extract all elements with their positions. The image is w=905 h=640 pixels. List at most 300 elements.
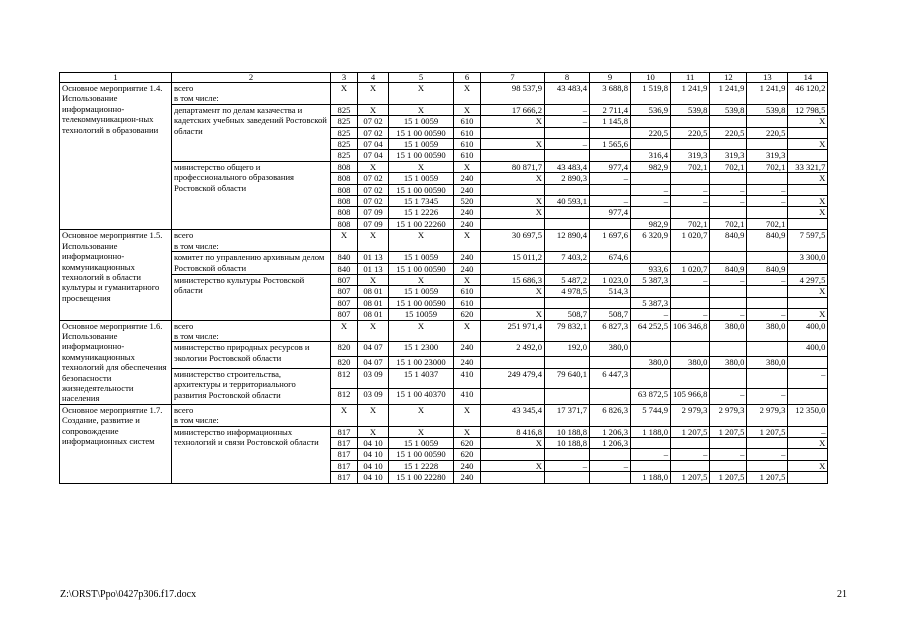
column-number: 3 [331, 73, 358, 83]
cell-c4: X [358, 230, 389, 252]
cell-c4: 01 13 [358, 263, 389, 274]
cell-c14 [788, 297, 828, 308]
cell-c5: 15 1 2226 [389, 207, 454, 218]
cell-c13: 702,1 [747, 161, 788, 172]
executor-name: комитет по управлению архивным делом Ростовской области [172, 252, 331, 275]
cell-c7: X [481, 196, 545, 207]
cell-c14: 46 120,2 [788, 83, 828, 105]
total-label [172, 404, 331, 426]
cell-c6: 610 [454, 297, 481, 308]
cell-c4: 08 01 [358, 309, 389, 320]
cell-c3: 825 [331, 127, 358, 138]
cell-c7: X [481, 438, 545, 449]
cell-c14: 33 321,7 [788, 161, 828, 172]
cell-c3: X [331, 83, 358, 105]
cell-c13: 2 979,3 [747, 404, 788, 426]
cell-c6: X [454, 104, 481, 115]
cell-c6: 610 [454, 286, 481, 297]
cell-c9 [590, 297, 631, 308]
cell-c7: 251 971,4 [481, 320, 545, 342]
cell-c10 [631, 342, 671, 357]
cell-c12: – [710, 449, 747, 460]
cell-c14 [788, 449, 828, 460]
cell-c12: – [710, 184, 747, 195]
footer-file-path: Z:\ORST\Ppo\0427p306.f17.docx [60, 589, 197, 600]
cell-c13: 702,1 [747, 218, 788, 229]
cell-c10: 64 252,5 [631, 320, 671, 342]
header-row [60, 73, 828, 83]
cell-c9: 674,6 [590, 252, 631, 263]
cell-c11: 1 241,9 [671, 83, 710, 105]
cell-c12: 840,9 [710, 263, 747, 274]
cell-c3: X [331, 404, 358, 426]
cell-c3: 825 [331, 116, 358, 127]
cell-c12 [710, 139, 747, 150]
cell-c7: 17 666,2 [481, 104, 545, 115]
cell-c9: 1 206,3 [590, 426, 631, 437]
cell-c11 [671, 342, 710, 357]
cell-c8: 79 640,1 [545, 368, 590, 388]
cell-c6: X [454, 230, 481, 252]
cell-c7: 8 416,8 [481, 426, 545, 437]
cell-c7 [481, 388, 545, 404]
column-number: 14 [788, 73, 828, 83]
total-label-text: всего [174, 320, 194, 331]
cell-c9 [590, 263, 631, 274]
cell-c11 [671, 252, 710, 263]
cell-c8 [545, 263, 590, 274]
cell-c3: 840 [331, 263, 358, 274]
column-number: 6 [454, 73, 481, 83]
cell-c10: 933,6 [631, 263, 671, 274]
cell-c11: 105 966,8 [671, 388, 710, 404]
cell-c11: – [671, 274, 710, 285]
cell-c11: 380,0 [671, 357, 710, 368]
cell-c6: 240 [454, 357, 481, 368]
cell-c12 [710, 252, 747, 263]
cell-c10 [631, 139, 671, 150]
cell-c10 [631, 368, 671, 388]
cell-c10 [631, 438, 671, 449]
cell-c13 [747, 297, 788, 308]
cell-c9: 1 565,6 [590, 139, 631, 150]
cell-c14 [788, 150, 828, 161]
activity-title: Основное мероприятие 1.4. Использование информационно-телекоммуникацион-ных технологий в образовании [60, 83, 172, 230]
column-number: 7 [481, 73, 545, 83]
cell-c10: – [631, 309, 671, 320]
cell-c3: 807 [331, 309, 358, 320]
cell-c5: 15 1 00 00590 [389, 150, 454, 161]
cell-c6: 520 [454, 196, 481, 207]
cell-c13: 380,0 [747, 320, 788, 342]
cell-c8: 5 487,2 [545, 274, 590, 285]
cell-c11: 702,1 [671, 218, 710, 229]
cell-c5: 15 1 00 23000 [389, 357, 454, 368]
cell-c3: 817 [331, 460, 358, 471]
cell-c13: 1 207,5 [747, 472, 788, 483]
cell-c14: 400,0 [788, 320, 828, 342]
total-label-text: всего [174, 404, 194, 415]
cell-c3: 825 [331, 150, 358, 161]
cell-c12 [710, 116, 747, 127]
cell-c4: 07 02 [358, 173, 389, 184]
block-total-row [60, 230, 828, 252]
cell-c3: X [331, 230, 358, 252]
cell-c12 [710, 286, 747, 297]
cell-c13 [747, 438, 788, 449]
cell-c11: – [671, 309, 710, 320]
cell-c10: 5 744,9 [631, 404, 671, 426]
cell-c4: 03 09 [358, 388, 389, 404]
cell-c11 [671, 368, 710, 388]
cell-c4: X [358, 83, 389, 105]
cell-c6: X [454, 274, 481, 285]
cell-c11: 106 346,8 [671, 320, 710, 342]
cell-c7: 15 011,2 [481, 252, 545, 263]
cell-c11 [671, 116, 710, 127]
cell-c12: – [710, 388, 747, 404]
block-total-row [60, 83, 828, 105]
cell-c14: X [788, 460, 828, 471]
cell-c4: 07 02 [358, 196, 389, 207]
cell-c4: 04 07 [358, 342, 389, 357]
cell-c11 [671, 286, 710, 297]
cell-c3: 820 [331, 357, 358, 368]
cell-c3: 817 [331, 472, 358, 483]
cell-c11: – [671, 196, 710, 207]
cell-c7 [481, 150, 545, 161]
cell-c11: 1 207,5 [671, 426, 710, 437]
cell-c4: 07 02 [358, 116, 389, 127]
cell-c9: – [590, 460, 631, 471]
cell-c3: 808 [331, 207, 358, 218]
cell-c4: X [358, 320, 389, 342]
cell-c7 [481, 357, 545, 368]
cell-c14 [788, 127, 828, 138]
cell-c9: 977,4 [590, 161, 631, 172]
cell-c4: X [358, 426, 389, 437]
cell-c10: 220,5 [631, 127, 671, 138]
cell-c5: 15 1 2228 [389, 460, 454, 471]
cell-c6: 240 [454, 218, 481, 229]
cell-c4: X [358, 274, 389, 285]
cell-c11: 319,3 [671, 150, 710, 161]
cell-c6: 240 [454, 184, 481, 195]
cell-c14: X [788, 207, 828, 218]
cell-c7: 15 686,3 [481, 274, 545, 285]
cell-c10: 5 387,3 [631, 274, 671, 285]
cell-c9: 977,4 [590, 207, 631, 218]
cell-c9: 6 826,3 [590, 404, 631, 426]
cell-c10: 982,9 [631, 161, 671, 172]
cell-c12 [710, 173, 747, 184]
column-number: 13 [747, 73, 788, 83]
block-total-row [60, 404, 828, 426]
cell-c6: X [454, 426, 481, 437]
cell-c10 [631, 207, 671, 218]
executor-name: министерство общего и профессионального образования Ростовской области [172, 161, 331, 229]
cell-c3: 825 [331, 104, 358, 115]
page-number: 21 [837, 589, 847, 600]
cell-c8: – [545, 104, 590, 115]
cell-c10: 63 872,5 [631, 388, 671, 404]
cell-c8: 4 978,5 [545, 286, 590, 297]
cell-c10 [631, 460, 671, 471]
cell-c9: 3 688,8 [590, 83, 631, 105]
cell-c5: 15 1 0059 [389, 286, 454, 297]
cell-c9: 1 697,6 [590, 230, 631, 252]
total-sub-label: в том числе: [174, 415, 219, 426]
cell-c5: X [389, 104, 454, 115]
cell-c7: 2 492,0 [481, 342, 545, 357]
cell-c4: X [358, 104, 389, 115]
cell-c5: 15 1 00 40370 [389, 388, 454, 404]
cell-c9: 2 711,4 [590, 104, 631, 115]
cell-c13 [747, 252, 788, 263]
cell-c13: – [747, 274, 788, 285]
cell-c4: 03 09 [358, 368, 389, 388]
cell-c7: 249 479,4 [481, 368, 545, 388]
cell-c8 [545, 472, 590, 483]
cell-c6: 240 [454, 252, 481, 263]
cell-c3: 808 [331, 184, 358, 195]
cell-c11 [671, 173, 710, 184]
total-label [172, 320, 331, 342]
column-number: 9 [590, 73, 631, 83]
cell-c5: 15 1 0059 [389, 252, 454, 263]
cell-c6: 240 [454, 207, 481, 218]
cell-c6: 240 [454, 460, 481, 471]
cell-c8: 43 483,4 [545, 161, 590, 172]
cell-c9 [590, 184, 631, 195]
cell-c5: X [389, 274, 454, 285]
cell-c5: 15 1 00 22280 [389, 472, 454, 483]
cell-c9: 1 023,0 [590, 274, 631, 285]
cell-c13 [747, 173, 788, 184]
column-number: 12 [710, 73, 747, 83]
cell-c11: 702,1 [671, 161, 710, 172]
column-number: 10 [631, 73, 671, 83]
total-label-text: всего [174, 230, 194, 241]
cell-c9 [590, 388, 631, 404]
block-total-row [60, 320, 828, 342]
cell-c12: 2 979,3 [710, 404, 747, 426]
cell-c5: 15 1 0059 [389, 438, 454, 449]
cell-c8: 2 890,3 [545, 173, 590, 184]
cell-c5: 15 1 0059 [389, 139, 454, 150]
cell-c12: 1 241,9 [710, 83, 747, 105]
cell-c8 [545, 297, 590, 308]
cell-c3: 807 [331, 286, 358, 297]
cell-c5: 15 1 00 00590 [389, 449, 454, 460]
cell-c7: X [481, 460, 545, 471]
table-row [60, 342, 828, 357]
cell-c5: 15 10059 [389, 309, 454, 320]
total-sub-label: в том числе: [174, 240, 219, 251]
cell-c8: 10 188,8 [545, 426, 590, 437]
cell-c13 [747, 342, 788, 357]
column-number: 11 [671, 73, 710, 83]
cell-c9: 508,7 [590, 309, 631, 320]
cell-c4: 07 02 [358, 184, 389, 195]
cell-c11: 1 020,7 [671, 263, 710, 274]
cell-c14: 7 597,5 [788, 230, 828, 252]
cell-c9: 1 145,8 [590, 116, 631, 127]
cell-c6: 610 [454, 127, 481, 138]
cell-c9: 6 447,3 [590, 368, 631, 388]
table-row [60, 252, 828, 263]
cell-c5: 15 1 0059 [389, 116, 454, 127]
cell-c13: 840,9 [747, 230, 788, 252]
cell-c13: 319,3 [747, 150, 788, 161]
cell-c7 [481, 263, 545, 274]
cell-c10: 6 320,9 [631, 230, 671, 252]
cell-c8 [545, 388, 590, 404]
cell-c3: 808 [331, 196, 358, 207]
cell-c9: 380,0 [590, 342, 631, 357]
cell-c11: 220,5 [671, 127, 710, 138]
cell-c8: 43 483,4 [545, 83, 590, 105]
cell-c12: – [710, 196, 747, 207]
cell-c8: – [545, 460, 590, 471]
cell-c10: – [631, 184, 671, 195]
cell-c14: – [788, 368, 828, 388]
cell-c8 [545, 127, 590, 138]
cell-c4: 01 13 [358, 252, 389, 263]
cell-c8: 12 890,4 [545, 230, 590, 252]
cell-c14: X [788, 116, 828, 127]
cell-c11 [671, 460, 710, 471]
executor-name: министерство культуры Ростовской области [172, 274, 331, 320]
column-number: 4 [358, 73, 389, 83]
cell-c6: 620 [454, 438, 481, 449]
cell-c7: 80 871,7 [481, 161, 545, 172]
cell-c14 [788, 357, 828, 368]
column-number: 2 [172, 73, 331, 83]
table-row [60, 161, 828, 172]
cell-c4: 08 01 [358, 286, 389, 297]
cell-c13 [747, 460, 788, 471]
cell-c8: 192,0 [545, 342, 590, 357]
cell-c9: 514,3 [590, 286, 631, 297]
cell-c7 [481, 184, 545, 195]
cell-c6: X [454, 161, 481, 172]
cell-c5: X [389, 161, 454, 172]
cell-c9 [590, 218, 631, 229]
cell-c13: 840,9 [747, 263, 788, 274]
cell-c12: 319,3 [710, 150, 747, 161]
cell-c3: 807 [331, 274, 358, 285]
cell-c7 [481, 218, 545, 229]
table-row [60, 274, 828, 285]
activity-title: Основное мероприятие 1.7. Создание, развитие и сопровождение информационных систем [60, 404, 172, 483]
cell-c11 [671, 297, 710, 308]
cell-c13 [747, 207, 788, 218]
column-number: 1 [60, 73, 172, 83]
cell-c13 [747, 368, 788, 388]
cell-c14 [788, 263, 828, 274]
cell-c10 [631, 286, 671, 297]
cell-c5: 15 1 00 22260 [389, 218, 454, 229]
cell-c8 [545, 207, 590, 218]
cell-c12 [710, 297, 747, 308]
cell-c3: 825 [331, 139, 358, 150]
cell-c12: 380,0 [710, 320, 747, 342]
cell-c6: 240 [454, 472, 481, 483]
cell-c13 [747, 139, 788, 150]
cell-c5: X [389, 230, 454, 252]
cell-c5: 15 1 00 00590 [389, 297, 454, 308]
cell-c3: 817 [331, 438, 358, 449]
cell-c8 [545, 218, 590, 229]
cell-c12: 1 207,5 [710, 472, 747, 483]
cell-c13 [747, 286, 788, 297]
cell-c8 [545, 449, 590, 460]
cell-c3: 808 [331, 173, 358, 184]
cell-c7: X [481, 139, 545, 150]
cell-c4: 07 04 [358, 150, 389, 161]
cell-c7: X [481, 286, 545, 297]
cell-c3: 812 [331, 388, 358, 404]
cell-c5: 15 1 2300 [389, 342, 454, 357]
cell-c8: 10 188,8 [545, 438, 590, 449]
cell-c3: 808 [331, 218, 358, 229]
cell-c13: – [747, 184, 788, 195]
cell-c14: 3 300,0 [788, 252, 828, 263]
cell-c4: 04 10 [358, 472, 389, 483]
cell-c9 [590, 357, 631, 368]
cell-c3: X [331, 320, 358, 342]
cell-c10: 1 188,0 [631, 426, 671, 437]
cell-c13: – [747, 196, 788, 207]
cell-c6: X [454, 83, 481, 105]
cell-c8: 7 403,2 [545, 252, 590, 263]
cell-c12: 1 207,5 [710, 426, 747, 437]
cell-c14 [788, 184, 828, 195]
cell-c5: X [389, 83, 454, 105]
total-label [172, 230, 331, 252]
executor-name: министерство информационных технологий и связи Ростовской области [172, 426, 331, 483]
cell-c10: 1 519,8 [631, 83, 671, 105]
cell-c3: 808 [331, 161, 358, 172]
cell-c10: – [631, 196, 671, 207]
cell-c14: X [788, 309, 828, 320]
cell-c10: – [631, 449, 671, 460]
cell-c8 [545, 150, 590, 161]
cell-c7: X [481, 116, 545, 127]
cell-c6: 610 [454, 150, 481, 161]
cell-c3: 820 [331, 342, 358, 357]
cell-c12: 840,9 [710, 230, 747, 252]
cell-c12 [710, 368, 747, 388]
cell-c10: 536,9 [631, 104, 671, 115]
executor-name: департамент по делам казачества и кадетских учебных заведений Ростовской области [172, 104, 331, 161]
cell-c11 [671, 139, 710, 150]
cell-c12 [710, 438, 747, 449]
cell-c6: 240 [454, 173, 481, 184]
cell-c8: – [545, 139, 590, 150]
cell-c9: 6 827,3 [590, 320, 631, 342]
cell-c14: X [788, 286, 828, 297]
column-number: 8 [545, 73, 590, 83]
cell-c14 [788, 472, 828, 483]
cell-c8 [545, 184, 590, 195]
cell-c13: 220,5 [747, 127, 788, 138]
cell-c12 [710, 207, 747, 218]
cell-c8 [545, 357, 590, 368]
cell-c4: 08 01 [358, 297, 389, 308]
cell-c7 [481, 127, 545, 138]
